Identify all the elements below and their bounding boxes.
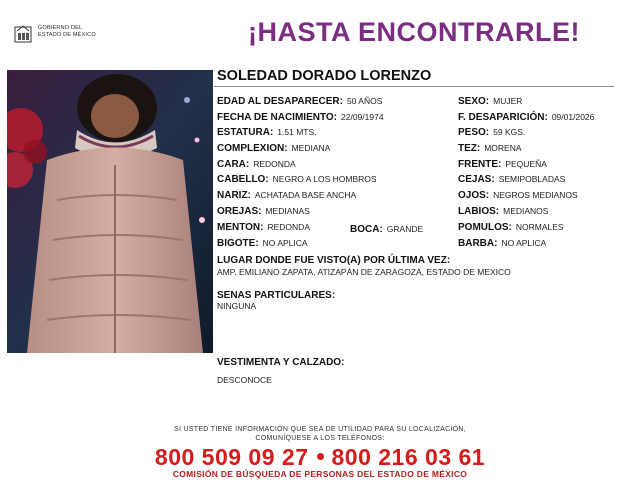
field-desaparicion [458, 111, 594, 124]
phone-number-1[interactable]: 800 509 09 27 [154, 444, 309, 470]
field-label: ESTATURA: [217, 127, 274, 138]
field-label: FRENTE: [458, 159, 502, 170]
field-label: NARIZ: [217, 190, 251, 201]
footer-note-2: COMUNÍQUESE A LOS TELÉFONOS: [255, 435, 385, 442]
logo-text [38, 25, 96, 39]
field-label: F. DESAPARICIÓN: [458, 112, 548, 123]
field-complexion [217, 142, 330, 155]
field-label: LABIOS: [458, 206, 500, 217]
commission-name: COMISIÓN DE BÚSQUEDA DE PERSONAS DEL ESTADO DE MÉXICO [172, 469, 468, 479]
field-label: CABELLO: [217, 174, 269, 185]
last-seen-value: AMP. EMILIANO ZAPATA, ATIZAPÁN DE ZARAGOZA, ESTADO DE MEXICO [217, 267, 511, 277]
field-value: REDONDA [267, 222, 310, 232]
field-label: BIGOTE: [217, 238, 259, 249]
logo-line-2: ESTADO DE MÉXICO [38, 32, 96, 38]
field-sexo [458, 95, 522, 108]
field-value: ACHATADA BASE ANCHA [254, 190, 357, 200]
clothing-value: DESCONOCE [217, 375, 272, 385]
field-peso [458, 126, 525, 139]
separator-dot-icon [317, 453, 324, 460]
field-label: BARBA: [458, 238, 498, 249]
field-value: PEQUEÑA [505, 159, 547, 169]
field-cabello [217, 173, 377, 186]
field-value: NEGROS MEDIANOS [493, 190, 578, 200]
field-label: CARA: [217, 159, 250, 170]
field-label: TEZ: [458, 143, 481, 154]
field-menton [217, 221, 310, 234]
contact-phones [0, 444, 640, 471]
field-edad [217, 95, 382, 108]
field-nacimiento [217, 111, 384, 124]
field-value: SEMIPOBLADAS [498, 174, 566, 184]
field-label: SEXO: [458, 96, 490, 107]
field-label: POMULOS: [458, 222, 512, 233]
field-value: 09/01/2026 [551, 112, 595, 122]
field-pomulos [458, 221, 564, 234]
field-value: NORMALES [515, 222, 564, 232]
field-value: NO APLICA [262, 238, 308, 248]
field-label: FECHA DE NACIMIENTO: [217, 112, 337, 123]
field-label: COMPLEXION: [217, 143, 288, 154]
field-label: CEJAS: [458, 174, 495, 185]
field-ojos [458, 189, 578, 202]
logo-line-1: GOBIERNO DEL [38, 25, 83, 31]
field-orejas [217, 205, 310, 218]
field-labios [458, 205, 548, 218]
clothing-label: VESTIMENTA Y CALZADO: [217, 357, 345, 368]
field-value: MEDIANAS [265, 206, 310, 216]
headline: ¡HASTA ENCONTRARLE! [248, 17, 580, 47]
state-shield-icon [12, 22, 34, 44]
field-value: MEDIANA [291, 143, 331, 153]
field-label: BOCA: [350, 224, 383, 235]
last-seen-label: LUGAR DONDE FUE VISTO(A) POR ÚLTIMA VEZ: [217, 255, 451, 266]
field-value: MORENA [484, 143, 522, 153]
field-nariz [217, 189, 356, 202]
missing-person-photo [7, 70, 213, 353]
phone-number-2[interactable]: 800 216 03 61 [331, 444, 486, 470]
field-label: EDAD AL DESAPARECER: [217, 96, 343, 107]
field-value: NEGRO A LOS HOMBROS [272, 174, 377, 184]
field-label: OJOS: [458, 190, 490, 201]
name-divider [214, 86, 614, 87]
distinguishing-marks-value: NINGUNA [217, 301, 257, 311]
field-barba [458, 237, 546, 250]
field-cejas [458, 173, 565, 186]
field-value: 59 KGS. [493, 127, 526, 137]
field-label: OREJAS: [217, 206, 262, 217]
distinguishing-marks-label: SENAS PARTICULARES: [217, 290, 336, 301]
field-bigote [217, 237, 308, 250]
field-cara [217, 158, 296, 171]
state-government-logo [12, 22, 122, 46]
person-name: SOLEDAD DORADO LORENZO [217, 68, 432, 84]
field-estatura [217, 126, 317, 139]
field-value: NO APLICA [501, 238, 547, 248]
footer-note-1: SI USTED TIENE INFORMACIÓN QUE SEA DE UTILIDAD PARA SU LOCALIZACIÓN, [173, 426, 467, 433]
field-frente [458, 158, 547, 171]
field-label: PESO: [458, 127, 490, 138]
field-boca [350, 223, 423, 236]
field-value: 1.51 MTS. [277, 127, 317, 137]
field-value: 22/09/1974 [341, 112, 384, 122]
field-value: MUJER [493, 96, 523, 106]
field-value: REDONDA [253, 159, 296, 169]
field-value: GRANDE [386, 224, 424, 234]
field-value: 50 AÑOS [346, 96, 383, 106]
field-tez [458, 142, 522, 155]
field-value: MEDIANOS [503, 206, 549, 216]
field-label: MENTON: [217, 222, 264, 233]
